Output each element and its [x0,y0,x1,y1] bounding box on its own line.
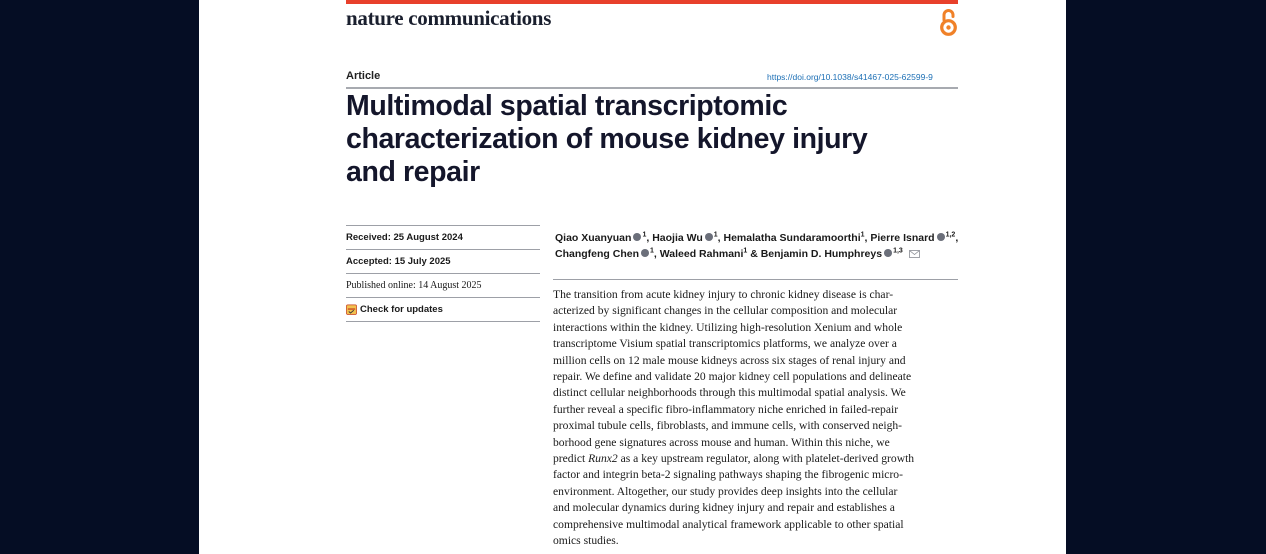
author-separator: , [864,232,871,244]
abstract-line: borhood gene signatures across mouse and human. Within this niche, we [553,435,890,449]
author-affiliation: 1,3 [893,247,903,255]
author-affiliation: 1 [743,247,748,255]
author-name[interactable]: Pierre Isnard [870,232,935,244]
open-access-icon [938,7,959,37]
abstract-line: transcriptome Visium spatial transcriptomics platforms, we analyze over a [553,337,897,351]
article-type-label: Article [346,70,381,82]
abstract-line: further reveal a specific fibro-inflammatory niche enriched in failed-repair [553,402,899,416]
check-for-updates-icon [346,304,357,315]
author-name[interactable]: Hemalatha Sundaramoorthi [723,232,861,244]
check-for-updates-label: Check for updates [360,304,443,315]
orcid-icon[interactable] [884,249,892,257]
author-name[interactable]: Qiao Xuanyuan [555,232,632,244]
author-affiliation: 1,2 [945,231,956,239]
abstract [553,287,973,550]
article-page [199,0,1066,554]
author-affiliation: 1 [650,247,654,255]
published-date: Published online: 14 August 2025 [346,273,540,297]
abstract-divider [553,279,958,280]
author-affiliation: 1 [860,231,865,239]
journal-name[interactable]: nature communications [346,6,552,30]
author-separator: , [653,248,660,260]
title-line: characterization of mouse kidney injury [346,123,868,155]
author-separator: , [955,232,959,244]
author-separator: & [747,248,761,260]
abstract-line: repair. We define and validate 20 major kidney cell populations and delineate [553,370,912,384]
author-affiliation: 1 [713,231,718,239]
title-line: Multimodal spatial transcriptomic [346,90,788,122]
article-title [346,90,946,189]
author-name[interactable]: Waleed Rahmani [659,248,744,260]
author-list [555,230,965,262]
author-separator: , [717,232,724,244]
abstract-line: factor and integrin beta-2 signaling pathways shaping the fibrogenic micro- [553,468,903,482]
author-line [555,230,965,246]
accepted-date: Accepted: 15 July 2025 [346,249,540,273]
abstract-line: and molecular dynamics during kidney injury and repair and establishes a [553,501,895,515]
abstract-text: predict [553,452,589,466]
journal-accent-bar [346,0,958,4]
abstract-text: as a key upstream regulator, along with platelet-derived growth [617,452,915,466]
title-line: and repair [346,156,480,188]
abstract-line: interactions within the kidney. Utilizing high-resolution Xenium and whole [553,320,903,334]
author-affiliation: 1 [642,231,647,239]
received-date: Received: 25 August 2024 [346,225,540,249]
author-name[interactable]: Benjamin D. Humphreys [760,248,883,260]
gene-name: Runx2 [588,452,618,466]
abstract-line: acterized by significant changes in the cellular composition and molecular [553,304,898,318]
check-for-updates-button[interactable] [346,297,540,322]
doi-link[interactable]: https://doi.org/10.1038/s41467-025-62599-9 [767,72,933,82]
abstract-line: million cells on 12 male mouse kidneys across six stages of renal injury and [553,353,906,367]
abstract-line: comprehensive multimodal analytical framework applicable to other spatial [553,517,904,531]
abstract-line: proximal tubule cells, fibroblasts, and immune cells, with conserved neigh- [553,419,903,433]
publication-history [346,225,540,322]
abstract-line: distinct cellular neighborhoods through this multimodal spatial analysis. We [553,386,906,400]
author-line [555,246,965,262]
orcid-icon[interactable] [633,233,641,241]
mail-icon[interactable] [909,250,920,258]
orcid-icon[interactable] [937,233,945,241]
abstract-line: The transition from acute kidney injury to chronic kidney disease is char- [553,288,894,301]
header-divider [346,87,958,89]
orcid-icon[interactable] [641,249,649,257]
abstract-line: environment. Altogether, our study provides deep insights into the cellular [553,484,898,498]
abstract-line: omics studies. [553,534,619,548]
author-name[interactable]: Haojia Wu [652,232,703,244]
author-separator: , [646,232,653,244]
author-name[interactable]: Changfeng Chen [555,248,639,260]
orcid-icon[interactable] [705,233,713,241]
abstract-line [553,451,973,467]
